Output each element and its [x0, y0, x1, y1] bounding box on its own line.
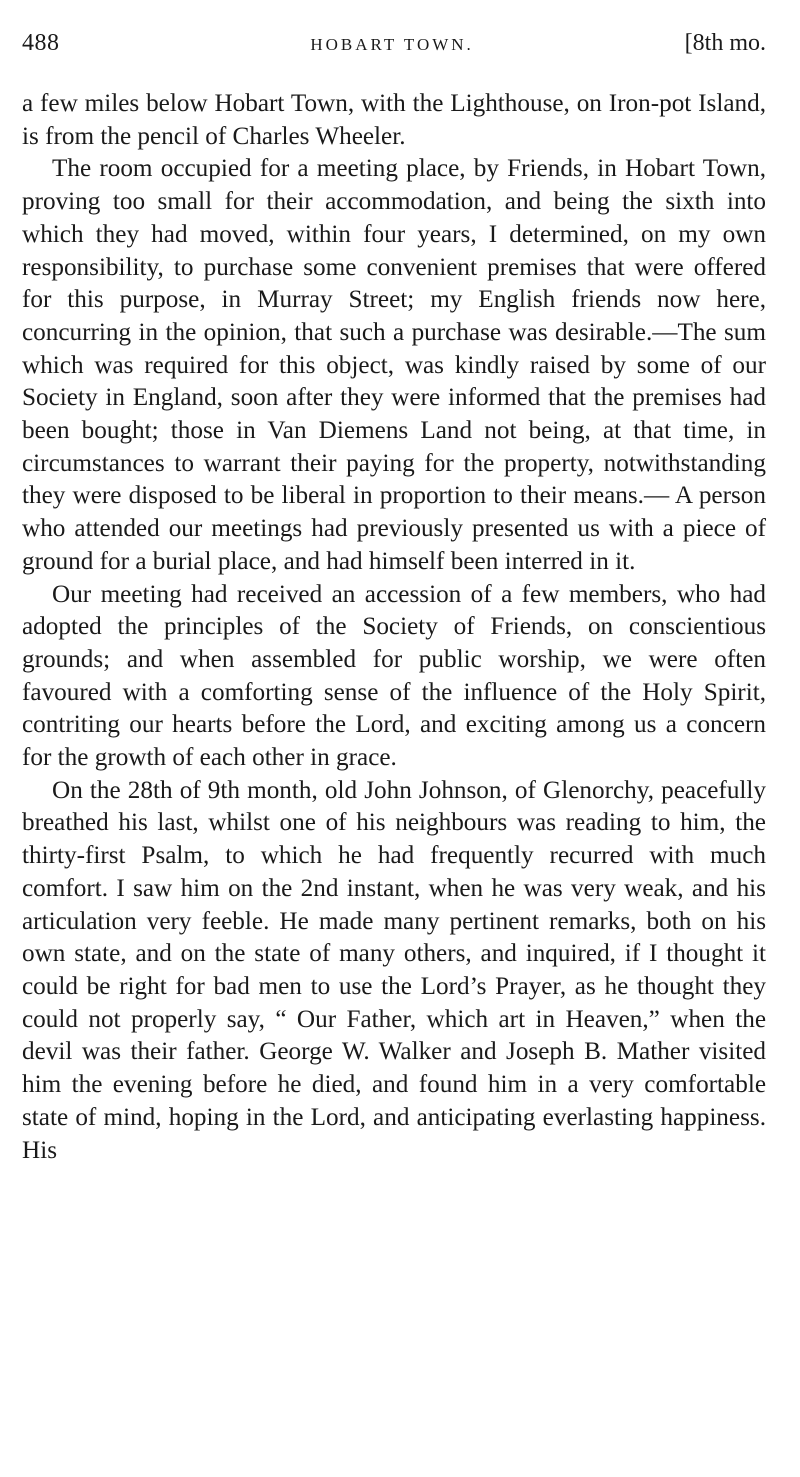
paragraph-john-johnson: On the 28th of 9th month, old John Johnson, of Glenorchy, peacefully breathed his last, whilst one of his neighbours was reading to him, the thirty-first Psalm, to which he had frequently recurred with much comfort. I saw him on the 2nd instant, when he was very weak, and his articulation very feeble. He made many pertinent remarks, both on his own state, and on the state of many others, and inquired, if I thought it could be right for bad men to use the Lord’s Prayer, as he thought they could not properly say, “ Our Father, which art in Heaven,” when the devil was their father. George W. Walker and Joseph B. Mather visited him the evening before he died, and found him in a very comfortable state of mind, hoping in the Lord, and anticipating everlasting happiness. His: [22, 776, 766, 1164]
book-page: [22, 30, 766, 1167]
paragraph-continuation: a few miles below Hobart Town, with the Lighthouse, on Iron-pot Island, is from the pencil of Charles Wheeler.: [22, 90, 766, 150]
page-number: 488: [22, 30, 60, 56]
paragraph-meeting-room: The room occupied for a meeting place, by Friends, in Hobart Town, proving too small for their accommodation, and being the sixth into which they had moved, within four years, I determined, on my own responsibility, to purchase some convenient premises that were offered for this purpose, in Murray Street; my English friends now here, concurring in the opinion, that such a purchase was desirable.—The sum which was required for this object, was kindly raised by some of our Society in England, soon after they were informed that the premises had been bought; those in Van Diemens Land not being, at that time, in circumstances to warrant their paying for the property, notwithstanding they were disposed to be liberal in proportion to their means.— A person who attended our meetings had previously presented us with a piece of ground for a burial place, and had himself been interred in it.: [22, 155, 766, 575]
running-title: HOBART TOWN.: [310, 35, 474, 54]
paragraph-meeting-members: Our meeting had received an accession of a few members, who had adopted the principles of the Society of Friends, on conscientious grounds; and when assembled for public worship, we were often favoured with a comforting sense of the influence of the Holy Spirit, contriting our hearts before the Lord, and exciting among us a concern for the growth of each other in grace.: [22, 580, 766, 772]
running-head: [22, 30, 766, 70]
month-marker: [8th mo.: [684, 30, 766, 56]
